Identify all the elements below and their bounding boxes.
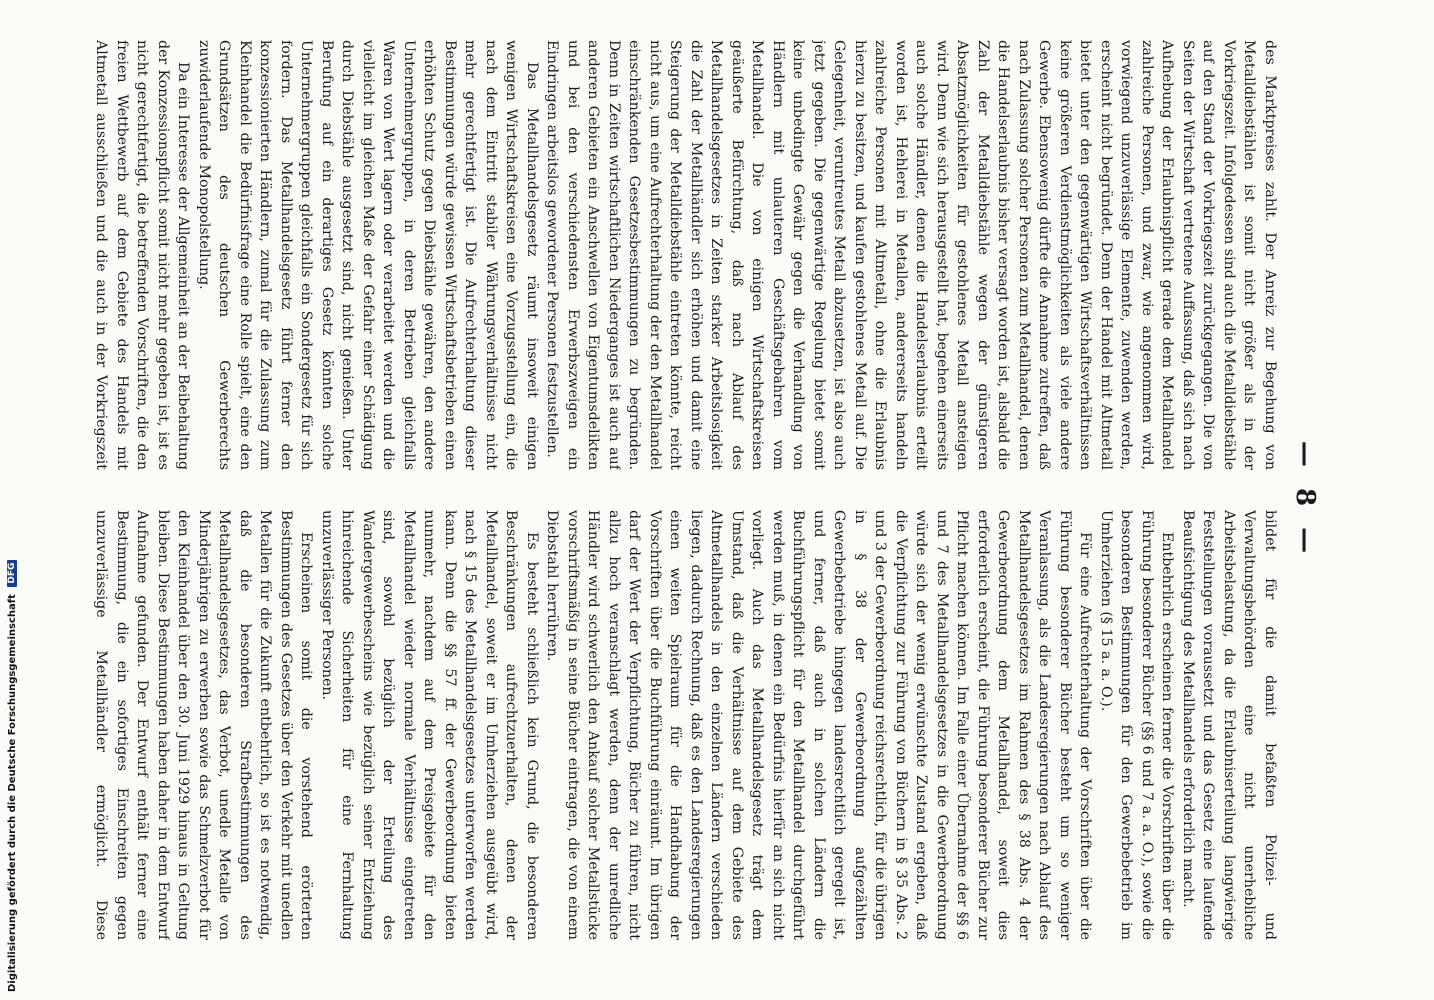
digitization-footer [4,2,22,992]
paragraph: Entbehrlich erscheinen ferner die Vorschriften über die Führung besonderer Bücher (§§ 6 und 7 a. a. O.), sowie die besonderen Bestimmungen für den Gewerbebetrieb im Umherziehen (§ 15 a. a. O.). [1098,510,1176,940]
paragraph: bildet für die damit befaßten Polizei- und Verwaltungsbehörden eine nicht unerhebliche Arbeitsbelastung, da die Erlaubniserteilung langwierige Feststellungen voraussetzt und das Gesetz eine laufende Beaufsichtigung des Metallhandels erforderlich macht. [1180,510,1278,940]
paragraph: Da ein Interesse der Allgemeinheit an der Beibehaltung der Konzessionspflicht somit nicht mehr gegeben ist, ist es nicht gerechtfertigt, die betreffenden Vorschriften, die den freien Wettbewerb auf dem Gebiete des Handels mit Altmetall ausschließen und die auch in der Vorkriegszeit [93,40,192,470]
paragraph: Für eine Aufrechterhaltung der Vorschriften über die Führung besonderer Bücher besteht um so weniger Veranlassung, als die Landesregierungen nach Ablauf des Metallhandelsgesetzes im Rahmen des § 38 Abs. 4 der Gewerbeordnung dem Metallhandel, soweit dies erforderlich erscheint, die Führung besonderer Bücher zur Pflicht machen können. Im Falle einer Übernahme der §§ 6 und 7 des Metallhandelsgesetzes in die Gewerbeordnung würde sich der wenig erwünschte Zustand ergeben, daß die Verpflichtung zur Führung von Büchern in § 35 Abs. 2 und 3 der Gewerbeordnung reichsrechtlich, für die übrigen in § 38 der Gewerbeordnung aufgezählten Gewerbebetriebe hingegen landesrechtlich geregelt ist, und ferner, daß auch in solchen Ländern die Buchführungspflicht für den Metallhandel durchgeführt werden muß, in denen ein Bedürfnis hierfür an sich nicht vorliegt. Auch das Metallhandelsgesetz trägt dem Umstand, daß die Verhältnisse auf dem Gebiete des Altmetallhandels in den einzelnen Ländern verschieden liegen, dadurch Rechnung, daß es den Landesregierungen einen weiten Spielraum für die Handhabung der Vorschriften über die Buchführung einräumt. Im übrigen darf der Wert der Verpflichtung, Bücher zu führen, nicht allzu hoch veranschlagt werden, denn der unredliche Händler wird schwerlich den Ankauf solcher Metallstücke vorschriftsmäßig in seine Bücher eintragen, die von einem Diebstahl herrühren. [544,510,1094,940]
footer-text: Digitalisierung gefördert durch die Deutsche Forschungsgemeinschaft [7,594,18,992]
paragraph: des Marktpreises zahlt. Der Anreiz zur Begehung von Metalldiebstählen ist somit nicht größer als in der Vorkriegszeit. Infolgedessen sind auch die Metalldiebstähle auf den Stand der Vorkriegszeit zurückgegangen. Die von Seiten der Wirtschaft vertretene Auffassung, daß sich nach Aufhebung der Erlaubnispflicht gerade dem Metallhandel zahlreiche Personen, und zwar, wie angenommen wird, vorwiegend unzuverlässige Elemente, zuwenden werden, erscheint nicht begründet. Denn der Handel mit Altmetall bietet unter den gegenwärtigen Wirtschaftsverhältnissen keine größeren Verdienstmöglichkeiten als viele andere Gewerbe. Ebensowenig dürfte die Annahme zutreffen, daß nach Zulassung solcher Personen zum Metallhandel, denen die Handelserlaubnis bisher versagt worden ist, alsbald die Zahl der Metalldiebstähle wegen der günstigeren Absatzmöglichkeiten für gestohlenes Metall ansteigen wird. Denn wie sich herausgestellt hat, begehen einerseits auch solche Händler, denen die Handelserlaubnis erteilt worden ist, Hehlerei in Metallen, andererseits handeln zahlreiche Personen mit Altmetall, ohne die Erlaubnis hierzu zu besitzen, und kaufen gestohlenes Metall auf. Die Gelegenheit, veruntreutes Metall abzusetzen, ist also auch jetzt gegeben. Die gegenwärtige Regelung bietet somit keine unbedingte Gewähr gegen die Verhandlung von Händlern mit unlauteren Geschäftsgebahren vom Metallhandel. Die von einigen Wirtschaftskreisen geäußerte Befürchtung, daß nach Ablauf des Metallhandelsgesetzes in Zeiten starker Arbeitslosigkeit die Zahl der Metallhändler sich erhöhen und damit eine Steigerung der Metalldiebstähle eintreten könnte, reicht nicht aus, um eine Aufrechterhaltung der den Metallhandel einschränkenden Gesetzesbestimmungen zu begründen. Denn in Zeiten wirtschaftlichen Niederganges ist auch auf anderen Gebieten ein Anschwellen von Eigentumsdelikten und bei den verschiedensten Erwerbszweigen ein Eindringen arbeitslos gewordener Personen festzustellen. [544,40,1278,470]
paragraph: Es besteht schließlich kein Grund, die besonderen Beschränkungen aufrechtzuerhalten, denen der Metallhandel, soweit er im Umherziehen ausgeübt wird, nach § 15 des Metallhandelsgesetzes unterworfen werden kann. Denn die §§ 57 ff. der Gewerbeordnung bieten nunmehr, nachdem auf dem Preisgebiete für den Metallhandel wieder normale Verhältnisse eingetreten sind, sowohl bezüglich der Erteilung des Wandergewerbescheins wie bezüglich seiner Entziehung hinreichende Sicherheiten für eine Fernhaltung unzuverlässiger Personen. [319,510,540,940]
text-column-left [90,40,1280,470]
paragraph: Das Metallhandelsgesetz räumt insoweit einigen wenigen Wirtschaftskreisen eine Vorzugsstellung ein, die nach dem Eintritt stabiler Währungsverhältnisse nicht mehr gerechtfertigt ist. Die Aufrechterhaltung dieser Bestimmungen würde gewissen Wirtschaftsbetrieben einen erhöhten Schutz gegen Diebstähle gewähren, den andere Unternehmergruppen, in deren Betrieben gleichfalls Waren von Wert lagern oder verarbeitet werden und die vielleicht im gleichen Maße der Gefahr einer Schädigung durch Diebstähle ausgesetzt sind, nicht genießen. Unter Berufung auf ein derartiges Gesetz könnten solche Unternehmergruppen gleichfalls ein Sondergesetz für sich fordern. Das Metallhandelsgesetz führt ferner den konzessionierten Händlern, zumal für die Zulassung zum Kleinhandel die Bedürfnisfrage eine Rolle spielt, eine den Grundsätzen des deutschen Gewerberechts zuwiderlaufende Monopolstellung. [196,40,540,470]
paragraph: Erscheinen somit die vorstehend erörterten Bestimmungen des Gesetzes über den Verkehr mit unedlen Metallen für die Zukunft entbehrlich, so ist es notwendig, daß die besonderen Strafbestimmungen des Metallhandelsgesetzes, das Verbot, unedle Metalle von Minderjährigen zu erwerben sowie das Schmelzverbot für den Kleinhandel über den 30. Juni 1929 hinaus in Geltung bleiben. Diese Bestimmungen haben daher in dem Entwurf Aufnahme gefunden. Der Entwurf enthält ferner eine Bestimmung, die ein sofortiges Einschreiten gegen unzuverlässige Metallhändler ermöglicht. Diese [93,510,315,940]
page-number: — 8 — [1290,440,1320,560]
text-column-right [90,510,1280,940]
dfg-logo: DFG [7,560,17,587]
rotated-page-content [80,40,1320,960]
